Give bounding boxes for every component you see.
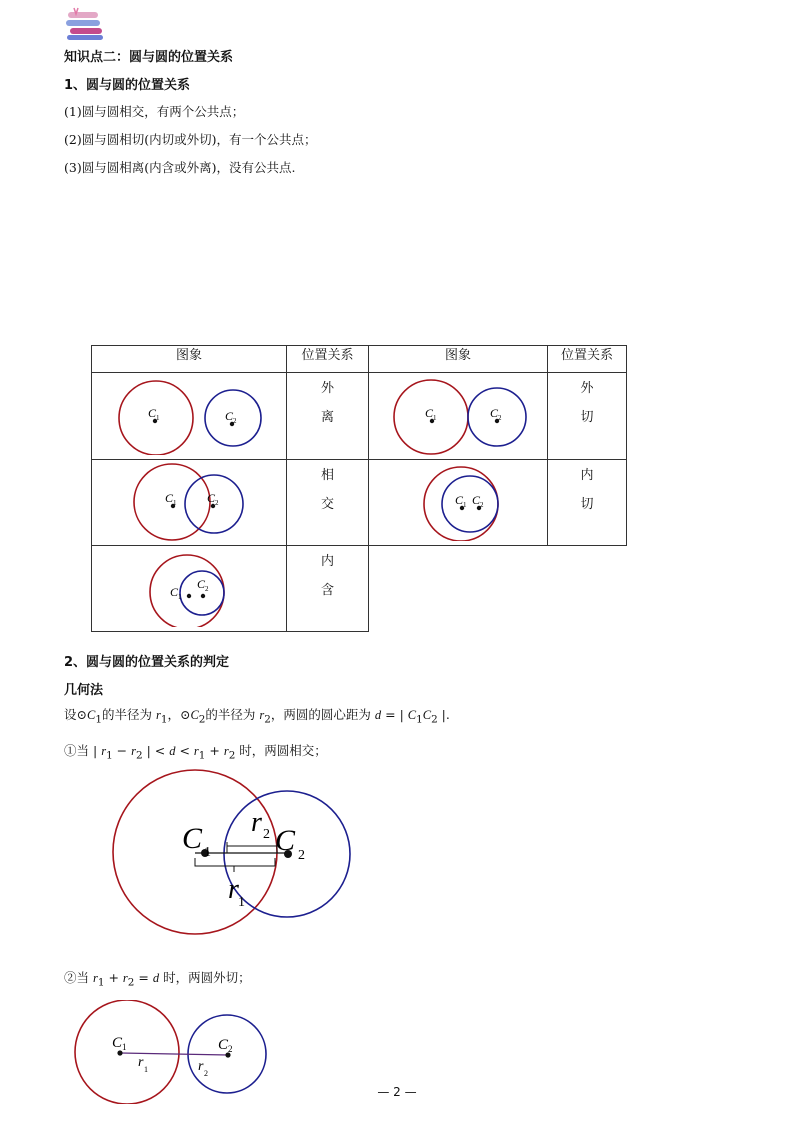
- cell-separate-figure: [92, 373, 287, 460]
- label-c: C: [165, 491, 174, 505]
- label-sub: 1: [433, 414, 437, 422]
- cell-relation-separate: [287, 373, 369, 460]
- label-r1: r: [138, 1055, 144, 1070]
- empty-cell: [369, 546, 548, 632]
- label-sub: 2: [228, 1044, 233, 1054]
- text-fragment: 设⊙: [64, 707, 87, 722]
- cell-ext-tangent-figure: [369, 373, 548, 460]
- math-sub: 1: [97, 976, 105, 989]
- label-r2: r: [251, 807, 262, 838]
- list-item: (3)圆与圆相离(内含或外离)，没有公共点.: [64, 160, 296, 175]
- label-c1: C: [112, 1035, 123, 1051]
- case1-line: ①当 | $r_1 - r_2$ | < $d < r_1 + r_2$ 时，两圆相交；: [64, 743, 327, 762]
- label-sub: 1: [144, 1065, 148, 1074]
- math-r: r: [223, 744, 229, 758]
- relation-char: 内: [320, 554, 334, 569]
- label-c: C: [197, 577, 206, 591]
- label-sub: 1: [122, 1042, 127, 1052]
- label-c: C: [455, 493, 464, 507]
- label-c2: C: [275, 824, 296, 857]
- math-sub: 2: [127, 976, 135, 989]
- label-sub: 2: [204, 1069, 208, 1078]
- intersecting-circles-diagram: [100, 760, 370, 950]
- label-sub: 2: [263, 827, 270, 842]
- label-c: C: [425, 406, 434, 420]
- relation-char: 交: [320, 497, 334, 512]
- cell-relation-int-tangent: [548, 460, 627, 546]
- label-sub: 2: [480, 501, 484, 509]
- cell-intersect-figure: [92, 460, 287, 546]
- math-sub: 1: [95, 713, 102, 726]
- label-sub: 2: [498, 414, 502, 422]
- label-c: C: [148, 406, 157, 420]
- relation-char: 相: [320, 468, 334, 483]
- externally-separate-diagram: [92, 373, 286, 455]
- externally-tangent-diagram: [369, 373, 547, 455]
- text-fragment: 的半径为: [101, 707, 152, 722]
- text-fragment: ①当: [64, 743, 90, 758]
- internally-tangent-diagram: [369, 460, 547, 541]
- label-c2: C: [218, 1037, 229, 1053]
- text-fragment: ，两圆的圆心距为: [270, 707, 371, 722]
- math-r: r: [193, 744, 199, 758]
- text-fragment: 的半径为: [205, 707, 256, 722]
- math-r: r: [101, 744, 107, 758]
- text-fragment: ②当: [64, 970, 90, 985]
- label-sub: 1: [463, 501, 467, 509]
- label-c1: C: [182, 822, 203, 855]
- cell-int-tangent-figure: [369, 460, 548, 546]
- label-c: C: [207, 491, 216, 505]
- math-r: r: [122, 971, 128, 985]
- section-title: 知识点二：圆与圆的位置关系: [64, 50, 234, 65]
- books-logo-icon: [64, 6, 108, 42]
- list-item: (2)圆与圆相切(内切或外切)，有一个公共点；: [64, 132, 317, 147]
- label-c: C: [170, 585, 179, 599]
- label-sub: 2: [205, 585, 209, 593]
- math-r: r: [155, 708, 161, 722]
- math-d: d: [374, 708, 382, 722]
- method-heading: 几何法: [64, 683, 104, 698]
- label-c: C: [490, 406, 499, 420]
- label-sub: 1: [238, 895, 245, 910]
- math-sub: 2: [198, 713, 206, 726]
- text-fragment: 时，两圆外切；: [163, 970, 251, 985]
- intersecting-diagram: [92, 460, 286, 541]
- header-relation: 位置关系: [287, 346, 369, 373]
- cell-relation-ext-tangent: [548, 373, 627, 460]
- list-item: (1)圆与圆相交，有两个公共点；: [64, 104, 245, 119]
- label-sub: 1: [173, 499, 177, 507]
- math-sub: 2: [264, 713, 271, 726]
- label-c: C: [225, 409, 234, 423]
- subsection-heading-2: 2、圆与圆的位置关系的判定: [64, 655, 230, 670]
- cell-relation-contain: [287, 546, 369, 632]
- label-r2: r: [198, 1059, 204, 1074]
- header-image: 图象: [92, 346, 287, 373]
- label-sub: 1: [204, 845, 211, 860]
- math-sub: 1: [106, 749, 113, 762]
- relation-char: 内: [580, 468, 594, 483]
- header-image: 图象: [369, 346, 548, 373]
- text-fragment: .: [445, 707, 450, 722]
- math-d: d: [152, 971, 160, 985]
- math-sub: 1: [416, 713, 423, 726]
- label-sub: 1: [178, 593, 182, 601]
- label-sub: 1: [156, 414, 160, 422]
- math-r: r: [131, 744, 136, 758]
- math-sub: 1: [160, 713, 168, 726]
- containing-diagram: [92, 546, 286, 627]
- math-sub: 2: [228, 749, 236, 762]
- header-relation: 位置关系: [548, 346, 627, 373]
- math-r: r: [93, 971, 98, 985]
- relation-char: 离: [320, 410, 334, 425]
- label-sub: 2: [215, 499, 219, 507]
- math-c: C: [190, 708, 199, 722]
- page-number: — 2 —: [377, 1085, 417, 1099]
- math-d: d: [169, 744, 176, 758]
- cell-contain-figure: [92, 546, 287, 632]
- label-sub: 2: [298, 848, 305, 863]
- math-sub: 1: [198, 749, 206, 762]
- label-r1: r: [228, 874, 239, 905]
- math-c: C: [407, 708, 417, 722]
- relation-char: 外: [580, 381, 594, 396]
- definition-line: 设$⊙C_1$的半径为 $r_1$，$⊙C_2$的半径为 $r_2$，两圆的圆心距为 d = | $C_1C_2$ |.: [64, 707, 450, 726]
- label-sub: 2: [233, 417, 237, 425]
- math-c: C: [422, 708, 432, 722]
- cell-relation-intersect: [287, 460, 369, 546]
- subsection-heading-1: 1、圆与圆的位置关系: [64, 78, 191, 93]
- relation-char: 外: [320, 381, 334, 396]
- math-sub: 2: [431, 713, 438, 726]
- math-r: r: [259, 708, 265, 722]
- math-sub: 2: [135, 749, 143, 762]
- relation-table: [91, 345, 627, 632]
- text-fragment: ，⊙: [167, 707, 191, 722]
- relation-char: 切: [580, 410, 594, 425]
- label-c: C: [472, 493, 481, 507]
- relation-char: 含: [320, 583, 334, 598]
- relation-char: 切: [580, 497, 594, 512]
- empty-cell: [548, 546, 627, 632]
- case2-line: ②当 $r_1 + r_2 = d$ 时，两圆外切；: [64, 970, 251, 989]
- math-c: C: [86, 708, 96, 722]
- text-fragment: 时，两圆相交；: [239, 743, 327, 758]
